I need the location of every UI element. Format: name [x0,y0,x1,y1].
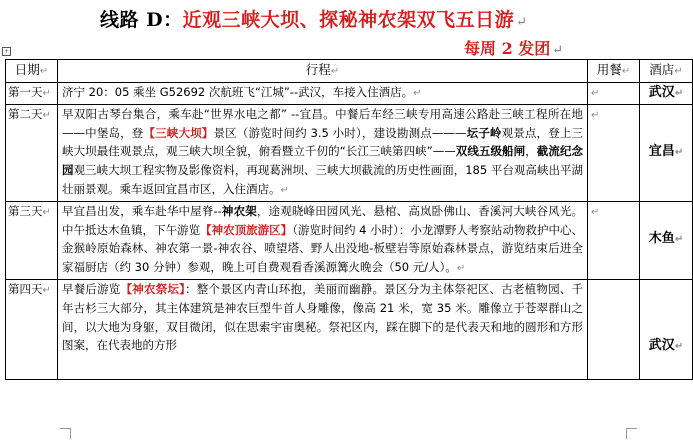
table-move-handle-icon[interactable]: + [3,48,10,55]
itinerary-cell: 早宜昌出发，乘车赴华中屋脊--神农架，途观晓峰田园风光、悬棺、高岚卧佛山、香溪河大峡谷风光。中午抵达木鱼镇，下午游览【神农顶旅游区】（游览时间约 4 小时）：小龙潭野人考察站动物救护中心、金猴岭原始森林、神农第一景-神农谷、喷望塔、野人出没地-板壁岩等原始森林景点，游览结束后进全家福厨店（约 30 分钟）参观，晚上可自费观看香溪源篝火晚会（50 元/人）。↵ [58,201,588,279]
header-meal: 用餐↵ [588,60,640,83]
crop-mark-left-icon [60,428,71,439]
hotel-cell: 木鱼↵ [640,201,693,279]
departure-frequency-text: 每周 2 发团 [464,39,551,58]
route-name: 近观三峡大坝、探秘神农架双飞五日游 [182,9,515,31]
meal-cell [588,279,640,379]
hotel-cell: 武汉↵ [640,83,693,105]
meal-cell: ↵ [588,201,640,279]
table-header-row [6,60,693,83]
day-cell: 第四天↵ [6,279,58,379]
meal-cell: ↵ [588,83,640,105]
itinerary-cell: 早双阳古琴台集合，乘车赴“世界水电之都” --宜昌。中餐后车经三峡专用高速公路赴三峡工程所在地——中堡岛，登【三峡大坝】景区（游览时间约 3.5 小时），建设勘测点———坛子岭观景点，登上三峡大坝最佳观景点，观三峡大坝全貌，俯看暨立千仞的“长江三峡第四峡”——双线五级船闸，截流纪念园观三峡大坝工程实物及影像资料，再现葛洲坝、三峡大坝截流的历史性画面，185 平台观高峡出平湖壮丽景观。乘车返回宜昌市区，入住酒店。↵ [58,104,588,201]
paragraph-mark-icon: ↵ [516,15,528,30]
day-cell: 第一天↵ [6,83,58,105]
meal-cell: ↵ [588,104,640,201]
hotel-cell: 宜昌↵ [640,104,693,201]
hotel-cell: 武汉↵ [640,279,693,379]
header-day: 日期↵ [6,60,58,83]
route-label: 线路 D： [100,9,183,31]
itinerary-cell: 早餐后游览【神农祭坛】：整个景区内青山环抱，美丽而幽静。景区分为主体祭祀区、古老植物园、千年古杉三大部分，其主体建筑是神农巨型牛首人身雕像，像高 21 米，宽 35 米。雕像立于苍翠群山之间，以大地为身躯，双目微闭，似在思索宇宙奥秘。祭祀区内，踩在脚下的是代表天和地的圆形和方形图案，在代表地的方形 [58,279,588,379]
paragraph-mark-icon: ↵ [552,43,564,58]
page-bottom-margin [0,424,693,442]
table-row-day-2 [6,104,693,201]
document-title [100,5,528,32]
header-itinerary: 行程↵ [58,60,588,83]
crop-mark-right-icon [626,428,637,439]
day-cell: 第三天↵ [6,201,58,279]
table-row-day-3 [6,201,693,279]
table-row-day-1 [6,83,693,105]
itinerary-table [5,59,693,380]
table-row-day-4 [6,279,693,379]
itinerary-cell: 济宁 20：05 乘坐 G52692 次航班飞“江城”--武汉，车接入住酒店。↵ [58,83,588,105]
day-cell: 第二天↵ [6,104,58,201]
header-hotel: 酒店↵ [640,60,693,83]
departure-frequency [464,36,563,59]
